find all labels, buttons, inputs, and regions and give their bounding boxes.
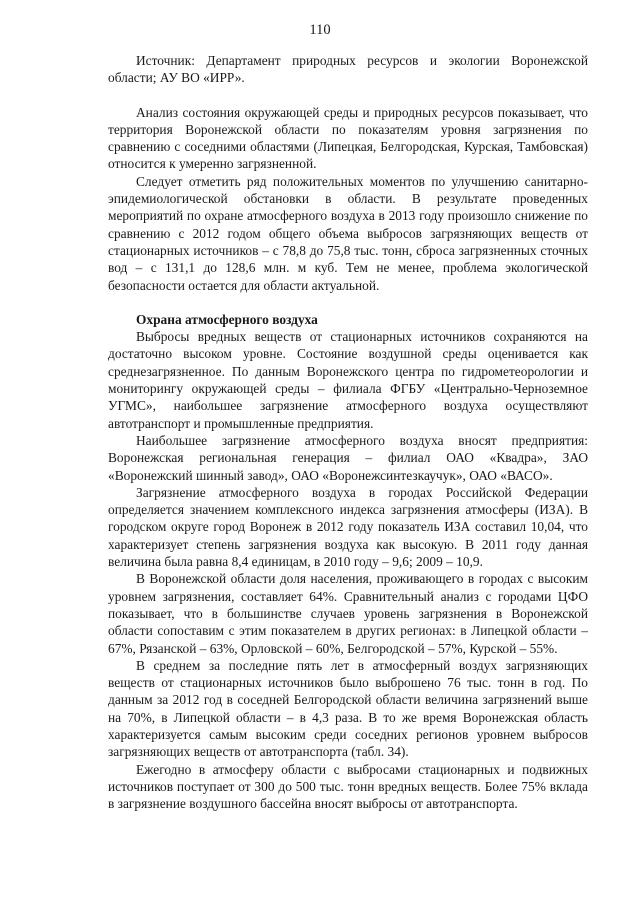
- paragraph-analysis: Анализ состояния окружающей среды и природных ресурсов показывает, что территория Воронежской области по показателям уровня загрязнения по сравнению с соседними областями (Липецкая, Белгородская, Курская, Тамбовская) относится к умеренно загрязненной.: [108, 104, 588, 172]
- paragraph-annual-emissions: Ежегодно в атмосферу области с выбросами стационарных и подвижных источников поступает от 300 до 500 тыс. тонн вредных веществ. Более 75% вклада в загрязнение воздушного бассейна вносят выбросы от автотранспорта.: [108, 761, 588, 812]
- section-heading: Охрана атмосферного воздуха: [136, 311, 318, 327]
- paragraph-iza-index: Загрязнение атмосферного воздуха в городах Российской Федерации определяется значением комплексного индекса загрязнения атмосферы (ИЗА). В городском округе город Воронеж в 2012 году показатель ИЗА составил 10,04, что характеризует степень загрязнения воздуха как высокую. В 2011 году данная величина была равна 8,4 единицам, в 2010 году – 9,6; 2009 – 10,9.: [108, 484, 588, 570]
- paragraph-positive-moments: Следует отметить ряд положительных моментов по улучшению санитарно-эпидемиологической обстановки в области. В результате проведенных мероприятий по охране атмосферного воздуха в 2013 году произошло снижение по сравнению с 2012 годом общего объема выбросов загрязняющих веществ от стационарных источников – с 78,8 до 75,8 тыс. тонн, сброса загрязненных сточных вод – с 131,1 до 128,6 млн. м куб. Тем не менее, проблема экологической безопасности остается для области актуальной.: [108, 173, 588, 293]
- page-number: 110: [309, 22, 331, 38]
- source-note: Источник: Департамент природных ресурсов и экологии Воронежской области; АУ ВО «ИРР».: [108, 53, 588, 86]
- paragraph-population-share: В Воронежской области доля населения, проживающего в городах с высоким уровнем загрязнения, составляет 64%. Сравнительный анализ с городами ЦФО показывает, что в большинстве случаев уровень загрязнения в Воронежской области сопоставим с этим показателем в других регионах: в Липецкой области – 67%, Рязанской – 63%, Орловской – 60%, Белгородской – 57%, Курской – 55%.: [108, 571, 588, 656]
- paragraph-average-emissions: В среднем за последние пять лет в атмосферный воздух загрязняющих веществ от стационарных источников было выброшено 76 тыс. тонн в год. По данным за 2012 год в соседней Белгородской области величина загрязнений выше на 70%, в Липецкой области – в 4,3 раза. В то же время Воронежская область характеризуется самым высоким среди соседних регионов уровнем выбросов загрязняющих веществ от автотранспорта (табл. 34).: [108, 657, 588, 760]
- paragraph-enterprises: Наибольшее загрязнение атмосферного воздуха вносят предприятия: Воронежская региональная генерация – филиал ОАО «Квадра», ЗАО «Воронежский шинный завод», ОАО «Воронежсинтезкаучук», ОАО «ВАСО».: [108, 432, 588, 483]
- paragraph-emissions-level: Выбросы вредных веществ от стационарных источников сохраняются на достаточно высоком уровне. Состояние воздушной среды оценивается как среднезагрязненное. По данным Воронежского центра по гидрометеорологии и мониторингу окружающей среды – филиала ФГБУ «Центрально-Черноземное УГМС», наибольшее загрязнение атмосферного воздуха осуществляют автотранспорт и промышленные предприятия.: [108, 329, 588, 431]
- page-content: [108, 52, 588, 812]
